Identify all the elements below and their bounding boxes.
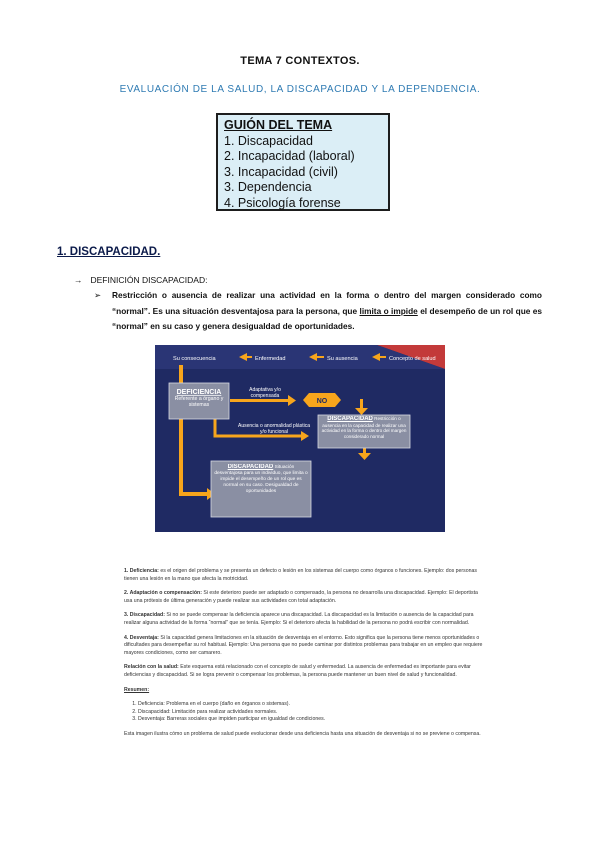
note-3 bbox=[124, 612, 484, 627]
arrow-right-icon: → bbox=[74, 275, 83, 285]
note-5 bbox=[124, 664, 484, 679]
resumen-title: Resumen: bbox=[124, 686, 150, 693]
note-5-text: Este esquema está relacionado con el concepto de salud y enfermedad. La ausencia de enfermedad es importante para evitar deficiencias y discapacidad. Si se logra prevenir o compensar los problemas, la persona puede mantener un buen nivel de salud y funcionalidad. bbox=[124, 664, 471, 678]
no-label: NO bbox=[316, 398, 328, 405]
guion-box bbox=[216, 113, 390, 211]
note-2-text: Si este deterioro puede ser adaptado o compensado, la persona no desarrolla una discapacidad. Ejemplo: El deportista usa una prótesis de última generación y puede realizar sus actividades con total adaptación. bbox=[124, 590, 478, 604]
definition-paragraph bbox=[94, 288, 543, 335]
deficiencia-text: Referente a órgano y sistemas bbox=[174, 396, 224, 408]
top-label-su-ausencia: Su ausencia bbox=[327, 356, 358, 362]
guion-heading: GUIÓN DEL TEMA bbox=[224, 118, 333, 132]
definition-line bbox=[74, 275, 207, 285]
definition-text-1: Restricción o ausencia de realizar una actividad en la forma o dentro del margen considerado como “normal”. Es una situación desventajosa para la persona, que bbox=[112, 290, 542, 316]
definition-label: DEFINICIÓN DISCAPACIDAD: bbox=[90, 275, 208, 285]
note-3-label: 3. Discapacidad: bbox=[124, 612, 165, 619]
definition-link-text: limita o impide bbox=[359, 305, 418, 316]
guion-item-2: 2. Incapacidad (laboral) bbox=[224, 149, 355, 164]
discapacidad-diagram bbox=[155, 345, 445, 532]
document-subtitle: EVALUACIÓN DE LA SALUD, LA DISCAPACIDAD Y LA DEPENDENCIA. bbox=[119, 84, 481, 95]
ausencia-anormalidad-text: Ausencia o anormalidad plástica y/o funcional bbox=[238, 423, 310, 435]
discapacidad2-text: Situación desventajosa para un individuo, que limita o impide el desempeño de un rol que es normal en su caso. Desigualdad de oportunidades bbox=[214, 465, 308, 494]
section-heading-discapacidad: 1. DISCAPACIDAD. bbox=[57, 246, 161, 258]
top-label-concepto-salud: Concepto de salud bbox=[389, 356, 436, 362]
note-1-label: 1. Deficiencia: bbox=[124, 568, 159, 574]
note-1 bbox=[124, 568, 484, 583]
note-4-text: Si la capacidad genera limitaciones en la situación de desventaja en el entorno. Esto significa que la persona tiene menos oportunidades o dificultades para desempeñar su rol habitual. Ejemplo: Una persona que no puede caminar por distintos problemas para trabajar en un empleo que requiere mayores condiciones, como ser camarero. bbox=[124, 634, 483, 656]
note-1-text: es el origen del problema y se presenta un defecto o lesión en los sistemas del cuerpo como órganos o funciones. Ejemplo: dos personas tienen una lesión en la mano que afecta la motricidad. bbox=[124, 568, 477, 582]
guion-item-3: 3. Incapacidad (civil) bbox=[224, 164, 338, 179]
guion-item-4: 3. Dependencia bbox=[224, 180, 312, 195]
note-4-label: 4. Desventaja: bbox=[124, 634, 159, 641]
top-label-su-consecuencia: Su consecuencia bbox=[173, 356, 216, 362]
resumen-item: 1. Deficiencia: Problema en el cuerpo (daño en órganos o sistemas). bbox=[138, 701, 484, 709]
no-down-arrow bbox=[360, 399, 363, 409]
closing-note: Esta imagen ilustra cómo un problema de salud puede evolucionar desde una deficiencia hasta una situación de desventaja si no se previene o compensa. bbox=[124, 730, 481, 737]
resumen-list bbox=[124, 701, 484, 724]
resumen-item: 3. Desventaja: Barreras sociales que impiden participar en igualdad de condiciones. bbox=[138, 716, 484, 724]
document-title: TEMA 7 CONTEXTOS. bbox=[240, 55, 360, 67]
discapacidad-title: DISCAPACIDAD bbox=[327, 416, 373, 422]
discapacidad2-title: DISCAPACIDAD bbox=[227, 464, 274, 470]
adaptativa-text: Adaptativa y/o compensada bbox=[249, 387, 281, 399]
note-4 bbox=[124, 635, 484, 658]
discapacidad-text: Restricción o ausencia en la capacidad de realizar una actividad en la forma o dentro del margen considerado normal bbox=[321, 416, 407, 439]
arrowhead-bullet-icon: ➢ bbox=[94, 290, 101, 300]
guion-item-5: 4. Psicología forense bbox=[224, 195, 341, 210]
definition-text-2: el desempeño de un rol que es “normal” en su caso y genera desigualdad de oportunidades. bbox=[112, 305, 543, 331]
deficiencia-title: DEFICIENCIA bbox=[176, 389, 222, 396]
note-2 bbox=[124, 590, 484, 605]
notes-block bbox=[124, 568, 484, 746]
top-label-enfermedad: Enfermedad bbox=[255, 356, 286, 362]
guion-item-1: 1. Discapacidad bbox=[224, 133, 313, 148]
note-3-text: Si no se puede compensar la deficiencia aparece una discapacidad. La discapacidad es la limitación o ausencia de la capacidad para realizar alguna actividad de la forma “normal” que se tenía. Ejemplo: Si el deterioro afecta la habilidad de la persona no podrá escribir con normalidad. bbox=[124, 612, 474, 626]
note-5-label: Relación con la salud: bbox=[124, 664, 179, 671]
resumen-item: 2. Discapacidad: Limitación para realizar actividades normales. bbox=[138, 709, 484, 717]
note-2-label: 2. Adaptación o compensación: bbox=[124, 590, 202, 597]
